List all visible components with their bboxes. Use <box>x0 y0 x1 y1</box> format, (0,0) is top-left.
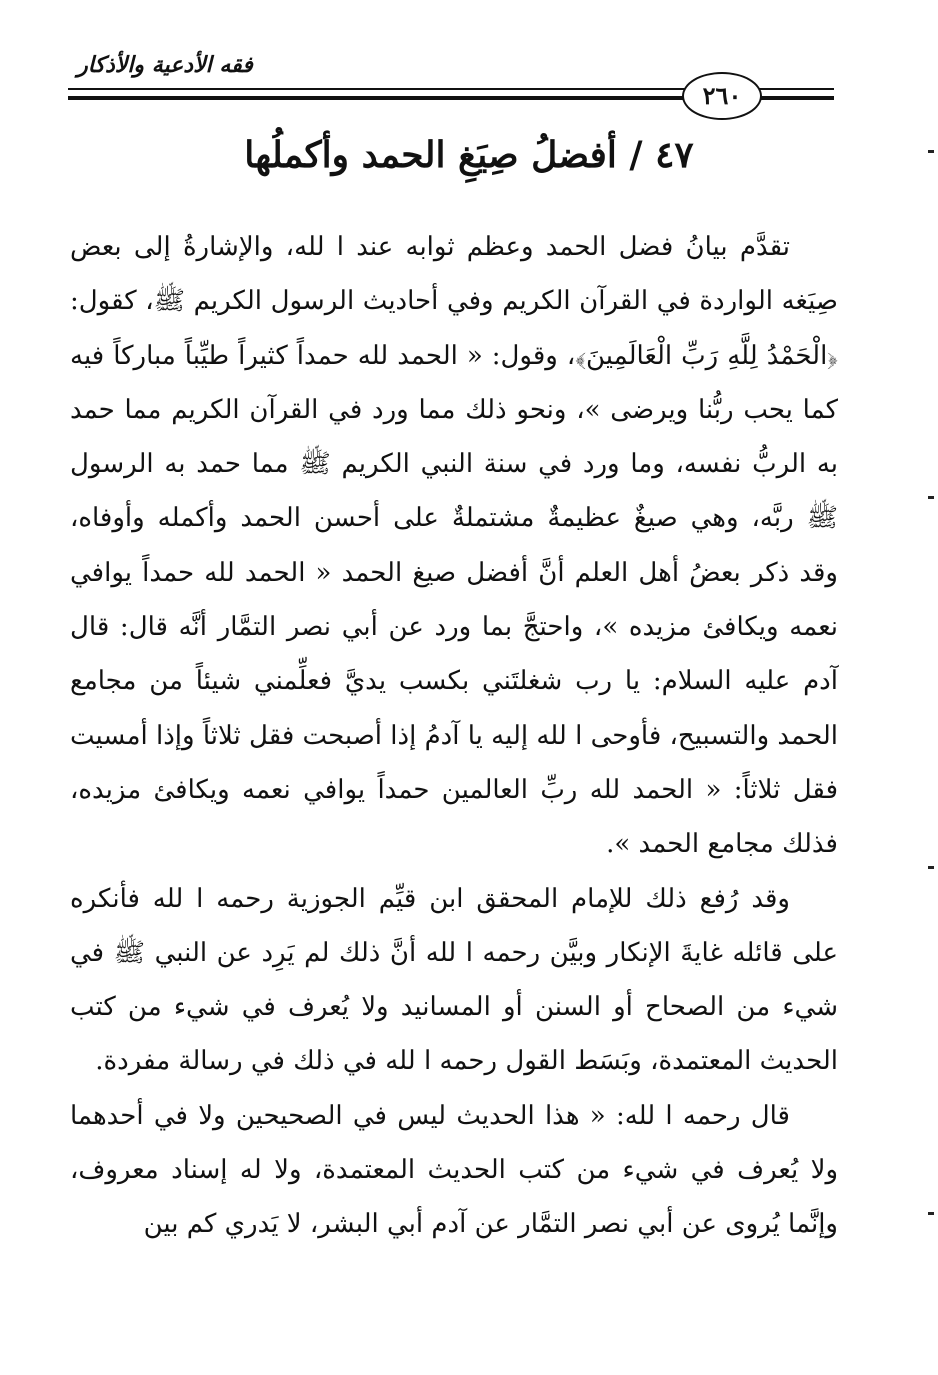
paragraph-3: قال رحمه ا لله: « هذا الحديث ليس في الصحيحين ولا في أحدهما ولا يُعرف في شيء من كتب الحديث المعتمدة، ولا له إسناد معروف، وإنَّما يُروى عن أبي نصر التمَّار عن آدم أبي البشر، لا يَدري كم بين <box>70 1100 838 1240</box>
body-text <box>70 220 838 1252</box>
margin-tick <box>928 1212 934 1215</box>
running-header-title: فقه الأدعية والأذكار <box>77 52 253 78</box>
page-number: ٢٦٠ <box>682 72 762 120</box>
margin-tick <box>928 866 934 869</box>
paragraph-2: وقد رُفع ذلك للإمام المحقق ابن قيِّم الجوزية رحمه ا لله فأنكره على قائله غايةَ الإنكار وبيَّن رحمه ا لله أنَّ ذلك لم يَرِد عن النبي ﷺ في شيء من الصحاح أو السنن أو المسانيد ولا يُعرف في شيء من كتب الحديث المعتمدة، وبَسَط القول رحمه ا لله في ذلك في رسالة مفردة. <box>70 883 838 1077</box>
paragraph-1: تقدَّم بيانُ فضل الحمد وعظم ثوابه عند ا لله، والإشارةُ إلى بعض صِيَغه الواردة في القرآن الكريم وفي أحاديث الرسول الكريم ﷺ، كقول: ﴿الْحَمْدُ لِلَّهِ رَبِّ الْعَالَمِينَ﴾، وقول: « الحمد لله حمداً كثيراً طيِّباً مباركاً فيه كما يحب ربُّنا ويرضى »، ونحو ذلك مما ورد في القرآن الكريم مما حمد به الربُّ نفسه، وما ورد في سنة النبي الكريم ﷺ مما حمد به الرسول ﷺ ربَّه، وهي صيغٌ عظيمةٌ مشتملةٌ على أحسن الحمد وأكمله وأوفاه، وقد ذكر بعضُ أهل العلم أنَّ أفضل صيغ الحمد « الحمد لله حمداً يوافي نعمه ويكافئ مزيده »، واحتجَّ بما ورد عن أبي نصر التمَّار أنَّه قال: قال آدم عليه السلام: يا رب شغلتَني بكسب يديَّ فعلِّمني شيئاً من مجامع الحمد والتسبيح، فأوحى ا لله إليه يا آدمُ إذا أصبحت فقل ثلاثاً وإذا أمسيت فقل ثلاثاً: « الحمد لله ربِّ العالمين حمداً يوافي نعمه ويكافئ مزيده، فذلك مجامع الحمد ». <box>70 232 838 860</box>
margin-tick <box>928 496 934 499</box>
margin-tick <box>928 150 934 153</box>
chapter-title: ٤٧ / أفضلُ صِيَغِ الحمد وأكملُها <box>244 134 694 176</box>
